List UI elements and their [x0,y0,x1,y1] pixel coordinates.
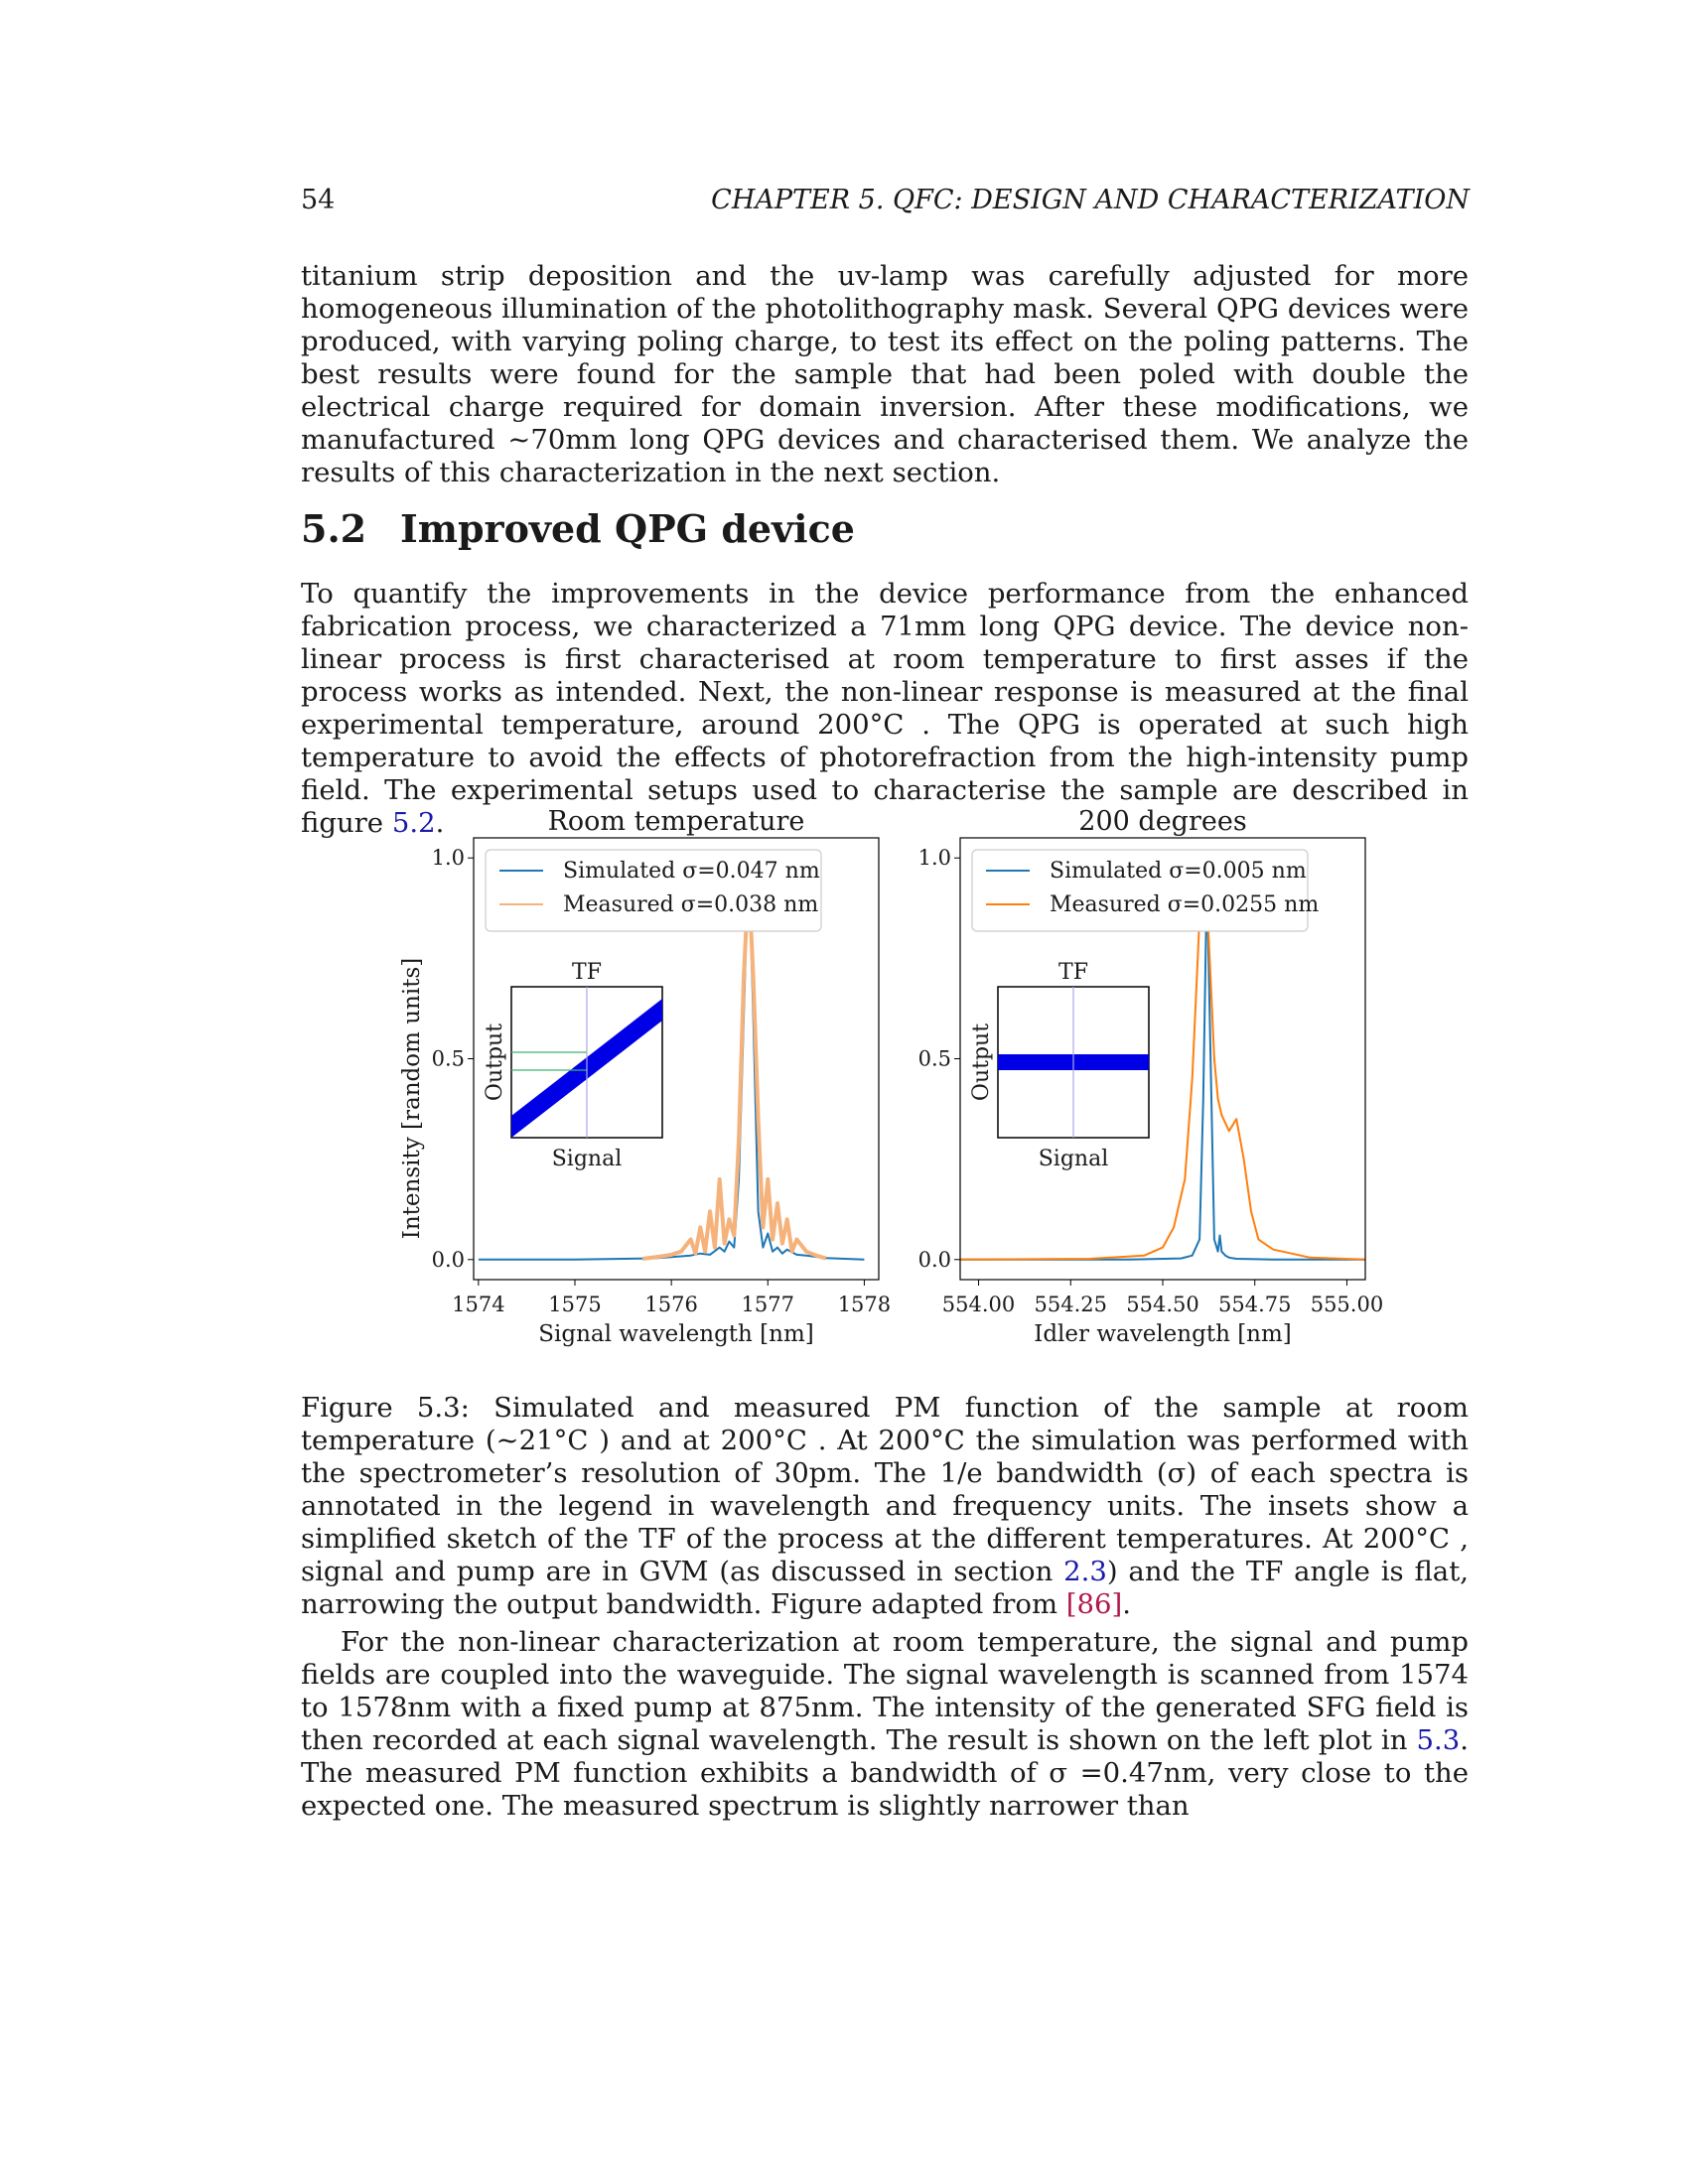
x-tick-label: 1578 [837,1293,892,1316]
figure-5-3 [392,802,1385,1362]
paragraph-room-temp [301,1626,1469,1823]
x-tick-label: 1575 [548,1293,602,1316]
paragraph-end-punct: . [435,807,445,839]
legend-label-measured: Measured σ=0.0255 nm [1050,892,1320,917]
paragraph-intro [301,260,1469,489]
y-axis-label: Intensity [random units] [399,957,425,1240]
y-tick-label: 0.0 [917,1247,951,1272]
paragraph-room-temp-text: For the non-linear characterization at room temperature, the signal and pump fields are coupled into the waveguide. The signal wavelength is scanned from 1574 to 1578nm with a fixed pump at 875nm. The intensity of the generated SFG field is then recorded at each signal wavelength. The result is shown on the left plot in [301,1626,1469,1756]
caption-text: Figure 5.3: Simulated and measured PM function of the sample at room temperature (~21°C ) and at 200°C . At 200°C the simulation was performed with the spectrometer’s resolution of 30pm. The 1/e bandwidth (σ) of each spectra is annotated in the legend in wavelength and frequency units. The insets show a simplified sketch of the TF of the process at the different temperatures. At 200°C , signal and pump are in GVM (as discussed in section [301,1392,1469,1587]
figure-plots [392,802,1385,1358]
x-tick-label: 554.75 [1217,1293,1292,1316]
inset-x-label: Signal [1038,1147,1109,1171]
x-tick-label: 554.00 [941,1293,1016,1316]
x-tick-label: 1574 [452,1293,505,1316]
section-number: 5.2 [301,506,367,551]
inset-y-label: Output [483,1023,507,1102]
y-tick-label: 0.5 [917,1046,951,1071]
paragraph-room-temp-end: . The measured PM function exhibits a bandwidth of σ =0.47nm, very close to the expected one. The measured spectrum is slightly narrower than [301,1724,1469,1822]
legend-label-measured: Measured σ=0.038 nm [563,892,819,917]
paragraph-improvements [301,578,1469,840]
legend-label-simulated: Simulated σ=0.047 nm [563,859,820,884]
figure-caption [301,1392,1469,1621]
y-tick-label: 1.0 [917,846,951,871]
x-axis-label: Idler wavelength [nm] [1034,1321,1292,1347]
inset-y-label: Output [969,1023,994,1102]
chart-title: 200 degrees [1078,806,1247,837]
page-number: 54 [301,185,336,215]
chart-panel-2 [918,806,1384,1347]
inset-x-label: Signal [551,1147,623,1171]
chapter-header: CHAPTER 5. QFC: DESIGN AND CHARACTERIZATION [711,185,1470,215]
x-axis-label: Signal wavelength [nm] [538,1321,814,1347]
inset-title: TF [572,960,602,985]
section-ref-link[interactable]: 2.3 [1063,1556,1107,1587]
chart-title: Room temperature [547,806,805,837]
inset-title: TF [1058,960,1088,985]
section-heading [301,506,855,551]
citation-link[interactable]: [86] [1065,1588,1123,1620]
figure-ref-link[interactable]: 5.2 [391,807,436,839]
figure-ref-link-2[interactable]: 5.3 [1416,1724,1461,1756]
caption-text-2: ) and the TF angle is flat, narrowing the output bandwidth. Figure adapted from [301,1556,1469,1620]
y-tick-label: 0.5 [431,1046,465,1071]
paragraph-improvements-text: To quantify the improvements in the device performance from the enhanced fabrication process, we characterized a 71mm long QPG device. The device non-linear process is first characterised at room temperature to first asses if the process works as intended. Next, the non-linear response is measured at the final experimental temperature, around 200°C . The QPG is operated at such high temperature to avoid the effects of photorefraction from the high-intensity pump field. The experimental setups used to characterise the sample are described in figure [301,578,1469,839]
x-tick-label: 1577 [741,1293,795,1316]
x-tick-label: 554.50 [1126,1293,1199,1316]
x-tick-label: 555.00 [1310,1293,1384,1316]
y-tick-label: 1.0 [431,846,465,871]
x-tick-label: 1576 [644,1293,698,1316]
section-title: Improved QPG device [400,506,855,551]
y-tick-label: 0.0 [431,1247,465,1272]
caption-end: . [1122,1588,1131,1620]
paragraph-intro-text: titanium strip deposition and the uv-lamp was carefully adjusted for more homogeneous illumination of the photolithography mask. Several QPG devices were produced, with varying poling charge, to test its effect on the poling patterns. The best results were found for the sample that had been poled with double the electrical charge required for domain inversion. After these modifications, we manufactured ~70mm long QPG devices and characterised them. We analyze the results of this characterization in the next section. [301,260,1469,488]
x-tick-label: 554.25 [1034,1293,1108,1316]
chart-panel-1 [399,806,891,1347]
legend-label-simulated: Simulated σ=0.005 nm [1050,859,1307,884]
series-line-measured [642,879,826,1260]
